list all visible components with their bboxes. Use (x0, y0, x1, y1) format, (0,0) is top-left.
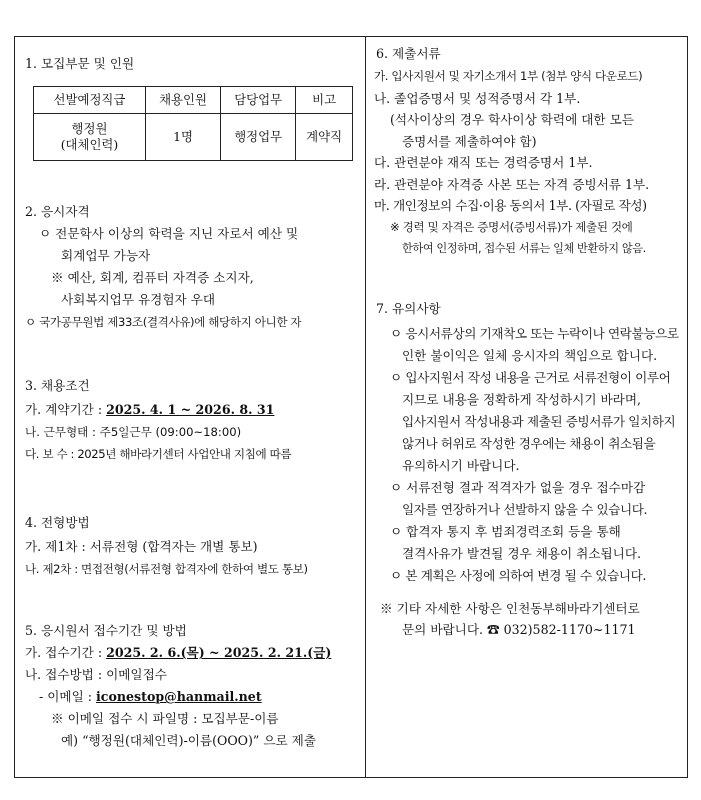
contract-period-label: 가. 계약기간 : (25, 402, 107, 417)
caution-2-cont-4: 유의하시기 바랍니다. (402, 458, 520, 473)
section-3 (15, 377, 365, 395)
doc-career: 다. 관련분야 재직 또는 경력증명서 1부. (374, 155, 593, 170)
contact-note (366, 598, 688, 640)
table-cell-grade (34, 114, 146, 161)
caution-3-cont: 일자를 연장하거나 선발하지 않을 수 있습니다. (402, 502, 648, 517)
table-header-row (34, 87, 353, 114)
section-3-body (15, 399, 365, 465)
table-cell-count: 1명 (145, 114, 220, 161)
caution-2-cont-3: 않거나 허위로 작성한 경우에는 채용이 취소됨을 (402, 436, 656, 451)
doc-certificate: 라. 관련분야 자격증 사본 또는 자격 증빙서류 1부. (374, 176, 650, 192)
doc-graduation-note: (석사이상의 경우 학사이상 학력에 대한 모든 (390, 112, 634, 127)
section-5-body (15, 642, 365, 752)
application-period-label: 가. 접수기간 : (25, 645, 107, 660)
section-2 (15, 203, 365, 221)
table-header-duty: 담당업무 (221, 87, 296, 114)
email-link[interactable]: iconestop@hanmail.net (96, 689, 262, 704)
section-7-body (366, 323, 688, 587)
qualification-1-cont: 회계업무 가능자 (61, 248, 151, 263)
application-period (15, 642, 365, 664)
application-method: 나. 접수방법 : 이메일접수 (25, 667, 167, 682)
table-row (34, 114, 353, 161)
caution-1: ㅇ 응시서류상의 기재착오 또는 누락이나 연락불능으로 (390, 326, 679, 341)
section-2-body (15, 223, 365, 333)
table-cell-note: 계약직 (296, 114, 353, 161)
notice-frame (14, 36, 688, 778)
table-header-grade: 선발예정직급 (34, 87, 146, 114)
section-1-title: 1. 모집부문 및 인원 (25, 56, 135, 71)
contract-period (15, 399, 365, 421)
qualification-2: ㅇ 국가공무원법 제33조(결격사유)에 해당하지 아니한 자 (25, 315, 302, 329)
caution-5: ㅇ 본 계획은 사정에 의하여 변경 될 수 있습니다. (390, 568, 646, 583)
contact-note-line-1: ※ 기타 자세한 사항은 인천동부해바라기센터로 (380, 601, 640, 616)
salary: 다. 보 수 : 2025년 해바라기센터 사업안내 지침에 따름 (25, 447, 292, 461)
section-5-title: 5. 응시원서 접수기간 및 방법 (25, 623, 187, 638)
section-3-title: 3. 채용조건 (25, 378, 90, 393)
section-1 (15, 55, 365, 73)
caution-1-cont: 인한 불이익은 일체 응시자의 책임으로 합니다. (402, 348, 658, 363)
doc-privacy-consent: 마. 개인정보의 수집·이용 동의서 1부. (자필로 작성) (374, 198, 647, 213)
contract-period-value: 2025. 4. 1 ~ 2026. 8. 31 (106, 402, 275, 417)
caution-2-cont-1: 지므로 내용을 정확하게 작성하시기 바라며, (402, 392, 641, 407)
section-2-title: 2. 응시자격 (25, 204, 90, 219)
table-header-note: 비고 (296, 87, 353, 114)
email-label: - 이메일 : (39, 689, 97, 704)
contact-note-line-2: 문의 바랍니다. ☎ 032)582-1170~1171 (402, 622, 636, 637)
section-4-body (15, 536, 365, 580)
section-5 (15, 622, 365, 640)
screening-1: 가. 제1차 : 서류전형 (합격자는 개별 통보) (25, 539, 258, 554)
section-6-title: 6. 제출서류 (376, 46, 441, 61)
doc-graduation: 나. 졸업증명서 및 성적증명서 각 1부. (374, 90, 581, 106)
email-line (15, 686, 365, 708)
section-6-body (366, 66, 688, 260)
grade-line-1: 행정원 (71, 120, 108, 136)
filename-note: ※ 이메일 접수 시 파일명 : 모집부문-이름 (51, 711, 279, 726)
caution-4: ㅇ 합격자 통지 후 범죄경력조회 등을 통해 (390, 524, 621, 539)
caution-2: ㅇ 입사지원서 작성 내용을 근거로 서류전형이 이루어 (390, 370, 671, 385)
preference-note: ※ 예산, 회계, 컴퓨터 자격증 소지자, (51, 270, 254, 285)
table-cell-duty: 행정업무 (221, 114, 296, 161)
grade-line-2: (대체인력) (60, 137, 119, 152)
caution-2-cont-2: 입사지원서 작성내용과 제출된 증빙서류가 일치하지 (402, 414, 676, 429)
qualification-1: ㅇ 전문학사 이상의 학력을 지닌 자로서 예산 및 (39, 226, 299, 241)
doc-note: ※ 경력 및 자격은 증명서(증빙서류)가 제출된 것에 (390, 219, 633, 234)
doc-note-cont: 한하여 인정하며, 접수된 서류는 일체 반환하지 않음. (402, 242, 646, 255)
work-type: 나. 근무형태 : 주5일근무 (09:00~18:00) (25, 425, 242, 439)
doc-graduation-note-cont: 증명서를 제출하여야 함) (402, 133, 537, 149)
section-7 (366, 300, 688, 318)
section-4-title: 4. 전형방법 (25, 515, 90, 530)
preference-note-cont: 사회복지업무 유경험자 우대 (61, 292, 215, 307)
section-7-title: 7. 유의사항 (376, 301, 441, 316)
screening-2: 나. 제2차 : 면접전형(서류전형 합격자에 한하여 별도 통보) (25, 562, 308, 576)
section-6 (366, 45, 688, 63)
application-period-value: 2025. 2. 6.(목) ~ 2025. 2. 21.(금) (106, 645, 332, 660)
caution-3: ㅇ 서류전형 결과 적격자가 없을 경우 접수마감 (390, 480, 646, 495)
table-header-count: 채용인원 (145, 87, 220, 114)
section-4 (15, 514, 365, 532)
caution-4-cont: 결격사유가 발견될 경우 채용이 취소됩니다. (402, 546, 641, 561)
doc-application: 가. 입사지원서 및 자기소개서 1부 (첨부 양식 다운로드) (374, 69, 643, 83)
filename-example: 예) “행정원(대체인력)-이름(OOO)” 으로 제출 (61, 733, 316, 748)
recruitment-table (33, 86, 353, 161)
